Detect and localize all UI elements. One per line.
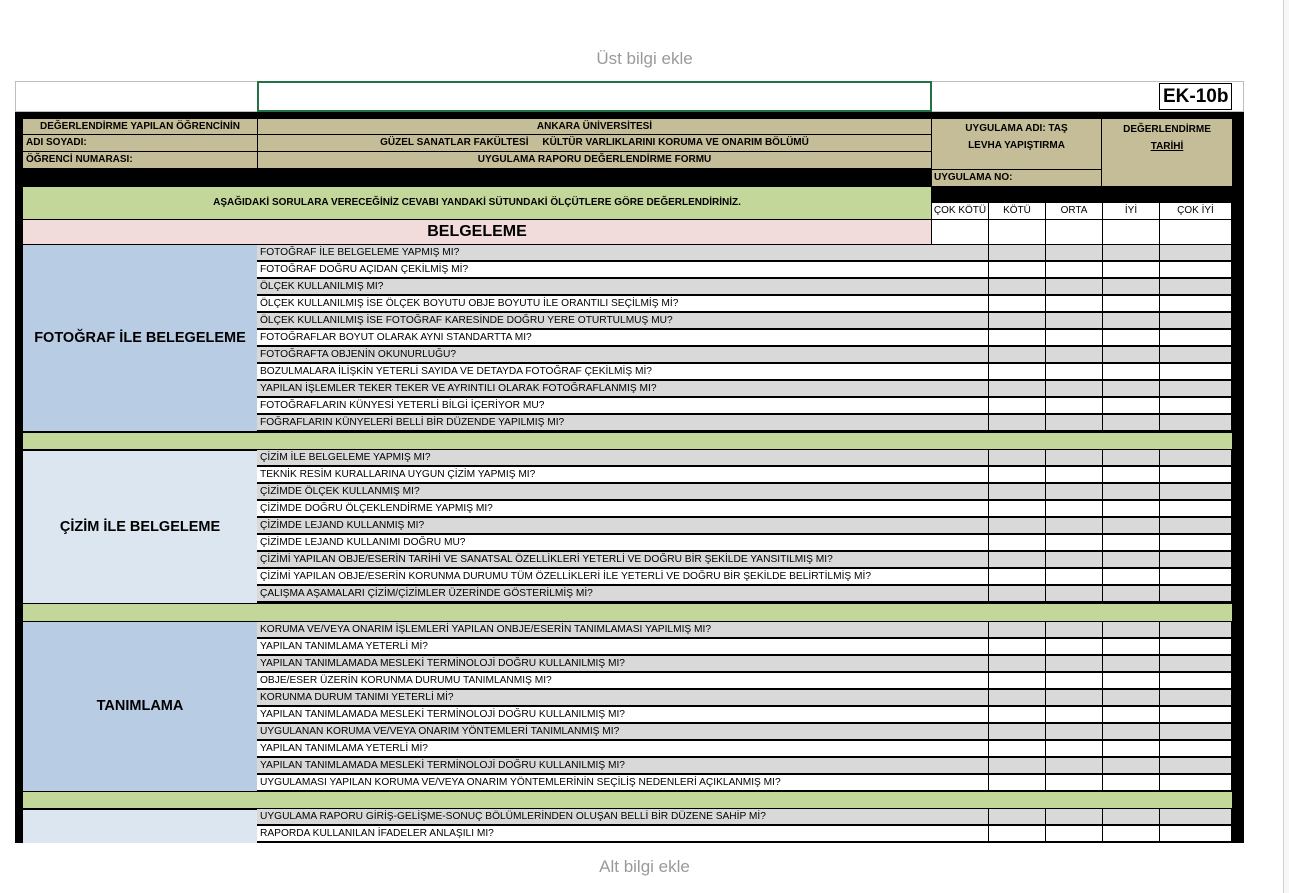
- rating-cell[interactable]: [1160, 809, 1232, 825]
- question-row: YAPILAN TANIMLAMA YETERLİ Mİ?: [257, 639, 932, 655]
- rating-cell[interactable]: [1103, 741, 1160, 757]
- rating-cell[interactable]: [932, 501, 989, 517]
- rating-cell[interactable]: [1160, 347, 1232, 363]
- rating-cell[interactable]: [932, 775, 989, 791]
- rating-cell[interactable]: [989, 741, 1046, 757]
- group-separator: [23, 604, 1232, 621]
- rating-cell[interactable]: [989, 415, 1046, 431]
- question-row: YAPILAN TANIMLAMADA MESLEKİ TERMİNOLOJİ DOĞRU KULLANILMIŞ MI?: [257, 758, 932, 774]
- rating-cell[interactable]: [989, 707, 1046, 723]
- rating-cell[interactable]: [989, 724, 1046, 740]
- rating-cell[interactable]: [989, 347, 1046, 363]
- rating-cell[interactable]: [989, 690, 1046, 706]
- rating-cell[interactable]: [989, 775, 1046, 791]
- question-row: ÖLÇEK KULLANILMIŞ MI?: [257, 279, 932, 295]
- rating-cell[interactable]: [1103, 656, 1160, 672]
- rating-cell[interactable]: [1160, 552, 1232, 568]
- rating-cell[interactable]: [1103, 262, 1160, 278]
- evaluation-form-sheet: [15, 81, 1244, 843]
- rating-cell[interactable]: [989, 484, 1046, 500]
- rating-cell[interactable]: [1160, 501, 1232, 517]
- rating-cell[interactable]: [932, 415, 989, 431]
- rating-header: İYİ: [1103, 203, 1160, 219]
- rating-cell[interactable]: [932, 809, 989, 825]
- rating-cell[interactable]: [1160, 245, 1232, 261]
- rating-header: KÖTÜ: [989, 203, 1046, 219]
- rating-cell[interactable]: [1103, 758, 1160, 774]
- question-row: ÇİZİMDE LEJAND KULLANMIŞ MI?: [257, 518, 932, 534]
- section-title: BELGELEME: [23, 220, 931, 244]
- rating-cell[interactable]: [1046, 707, 1103, 723]
- rating-cell[interactable]: [932, 450, 989, 466]
- form-title-label: UYGULAMA RAPORU DEĞERLENDİRME FORMU: [258, 152, 931, 168]
- rating-cell[interactable]: [989, 552, 1046, 568]
- rating-cell[interactable]: [1160, 690, 1232, 706]
- rating-cell[interactable]: [932, 364, 989, 380]
- rating-cell[interactable]: [1046, 535, 1103, 551]
- evaluated-student-label: DEĞERLENDİRME YAPILAN ÖĞRENCİNİN: [23, 119, 257, 134]
- rating-cell[interactable]: [989, 220, 1046, 244]
- rating-cell[interactable]: [932, 347, 989, 363]
- rating-cell[interactable]: [1046, 450, 1103, 466]
- rating-cell[interactable]: [1103, 450, 1160, 466]
- rating-cell[interactable]: [932, 690, 989, 706]
- question-row: TEKNİK RESİM KURALLARINA UYGUN ÇİZİM YAPMIŞ MI?: [257, 467, 932, 483]
- rating-cell[interactable]: [1160, 313, 1232, 329]
- question-row: YAPILAN İŞLEMLER TEKER TEKER VE AYRINTILI OLARAK FOTOĞRAFLANMIŞ MI?: [257, 381, 932, 397]
- rating-cell[interactable]: [932, 569, 989, 585]
- rating-cell[interactable]: [989, 381, 1046, 397]
- rating-cell[interactable]: [1103, 639, 1160, 655]
- name-surname-label: ADI SOYADI:: [23, 135, 257, 151]
- rating-cell[interactable]: [1046, 296, 1103, 312]
- rating-cell[interactable]: [1103, 484, 1160, 500]
- rating-cell[interactable]: [989, 296, 1046, 312]
- rating-cell[interactable]: [989, 758, 1046, 774]
- rating-cell[interactable]: [1103, 690, 1160, 706]
- rating-cell[interactable]: [932, 398, 989, 414]
- rating-cell[interactable]: [1103, 673, 1160, 689]
- rating-cell[interactable]: [1160, 262, 1232, 278]
- rating-cell[interactable]: [1046, 690, 1103, 706]
- rating-header: ÇOK KÖTÜ: [932, 203, 989, 219]
- question-row: UYGULAMASI YAPILAN KORUMA VE/VEYA ONARIM YÖNTEMLERİNİN SEÇİLİŞ NEDENLERİ AÇIKLANMIŞ MI?: [257, 775, 932, 791]
- rating-cell[interactable]: [1046, 347, 1103, 363]
- application-name-label: UYGULAMA ADI: TAŞ LEVHA YAPIŞTIRMA: [932, 119, 1101, 169]
- question-row: ÇİZİMDE DOĞRU ÖLÇEKLENDİRME YAPMIŞ MI?: [257, 501, 932, 517]
- question-row: FOTOĞRAFTA OBJENİN OKUNURLUĞU?: [257, 347, 932, 363]
- rating-cell[interactable]: [989, 467, 1046, 483]
- rating-cell[interactable]: [932, 535, 989, 551]
- question-row: ÇİZİMİ YAPILAN OBJE/ESERİN TARİHİ VE SANATSAL ÖZELLİKLERİ YETERLİ VE DOĞRU BİR ŞEKİLDE YANSITILMIŞ MI?: [257, 552, 932, 568]
- rating-cell[interactable]: [1160, 518, 1232, 534]
- rating-cell[interactable]: [1046, 415, 1103, 431]
- rating-cell[interactable]: [1103, 775, 1160, 791]
- rating-cell[interactable]: [1046, 639, 1103, 655]
- rating-cell[interactable]: [989, 639, 1046, 655]
- rating-cell[interactable]: [1103, 622, 1160, 638]
- rating-cell[interactable]: [1160, 398, 1232, 414]
- rating-cell[interactable]: [1103, 586, 1160, 602]
- rating-cell[interactable]: [1103, 707, 1160, 723]
- rating-cell[interactable]: [1160, 450, 1232, 466]
- rating-cell[interactable]: [932, 758, 989, 774]
- question-row: YAPILAN TANIMLAMA YETERLİ Mİ?: [257, 741, 932, 757]
- rating-cell[interactable]: [1160, 826, 1232, 842]
- question-row: OBJE/ESER ÜZERİN KORUNMA DURUMU TANIMLANMIŞ MI?: [257, 673, 932, 689]
- rating-cell[interactable]: [1160, 724, 1232, 740]
- rating-cell[interactable]: [1103, 467, 1160, 483]
- rating-cell[interactable]: [1103, 552, 1160, 568]
- rating-cell[interactable]: [1160, 220, 1232, 244]
- rating-cell[interactable]: [1046, 381, 1103, 397]
- rating-cell[interactable]: [989, 622, 1046, 638]
- question-row: BOZULMALARA İLİŞKİN YETERLİ SAYIDA VE DETAYDA FOTOĞRAF ÇEKİLMİŞ Mİ?: [257, 364, 932, 380]
- rating-cell[interactable]: [932, 262, 989, 278]
- rating-cell[interactable]: [1160, 415, 1232, 431]
- rating-cell[interactable]: [1160, 656, 1232, 672]
- rating-cell[interactable]: [1046, 552, 1103, 568]
- group-title-photo: FOTOĞRAF İLE BELEGELEME: [23, 245, 257, 431]
- question-row: YAPILAN TANIMLAMADA MESLEKİ TERMİNOLOJİ DOĞRU KULLANILMIŞ MI?: [257, 656, 932, 672]
- rating-cell[interactable]: [1160, 381, 1232, 397]
- instructions: AŞAĞIDAKİ SORULARA VERECEĞİNİZ CEVABI YANDAKİ SÜTUNDAKİ ÖLÇÜTLERE GÖRE DEĞERLENDİRİNİZ.: [23, 187, 931, 219]
- rating-cell[interactable]: [989, 501, 1046, 517]
- question-row: ÇİZİMDE ÖLÇEK KULLANMIŞ MI?: [257, 484, 932, 500]
- rating-cell[interactable]: [1103, 398, 1160, 414]
- rating-cell[interactable]: [932, 707, 989, 723]
- rating-cell[interactable]: [1103, 245, 1160, 261]
- question-row: ÇİZİMİ YAPILAN OBJE/ESERİN KORUNMA DURUMU TÜM ÖZELLİKLERİ İLE YETERLİ VE DOĞRU BİR ŞEKİLDE BELİRTİLMİŞ Mİ?: [257, 569, 932, 585]
- university-label: ANKARA ÜNİVERSİTESİ: [258, 119, 931, 134]
- question-row: FOTOĞRAFLAR BOYUT OLARAK AYNI STANDARTTA MI?: [257, 330, 932, 346]
- evaluation-label: DEĞERLENDİRME: [1123, 124, 1211, 135]
- rating-cell[interactable]: [1046, 245, 1103, 261]
- rating-cell[interactable]: [932, 296, 989, 312]
- rating-cell[interactable]: [1046, 809, 1103, 825]
- rating-cell[interactable]: [1103, 381, 1160, 397]
- question-row: ÖLÇEK KULLANILMIŞ İSE FOTOĞRAF KARESİNDE DOĞRU YERE OTURTULMUŞ MU?: [257, 313, 932, 329]
- rating-cell[interactable]: [932, 673, 989, 689]
- rating-cell[interactable]: [932, 724, 989, 740]
- rating-cell[interactable]: [989, 826, 1046, 842]
- group-title-report: [23, 810, 257, 843]
- rating-cell[interactable]: [1160, 535, 1232, 551]
- rating-cell[interactable]: [1046, 724, 1103, 740]
- rating-cell[interactable]: [1160, 586, 1232, 602]
- rating-cell[interactable]: [989, 673, 1046, 689]
- rating-cell[interactable]: [932, 639, 989, 655]
- rating-cell[interactable]: [989, 398, 1046, 414]
- rating-cell[interactable]: [1103, 809, 1160, 825]
- rating-cell[interactable]: [1160, 707, 1232, 723]
- rating-cell[interactable]: [1046, 484, 1103, 500]
- application-no-label: UYGULAMA NO:: [932, 170, 1101, 186]
- rating-cell[interactable]: [1160, 673, 1232, 689]
- rating-cell[interactable]: [1103, 313, 1160, 329]
- rating-cell[interactable]: [989, 535, 1046, 551]
- selected-cell[interactable]: [257, 81, 932, 112]
- rating-cell[interactable]: [989, 245, 1046, 261]
- rating-cell[interactable]: [932, 330, 989, 346]
- rating-cell[interactable]: [1046, 758, 1103, 774]
- question-row: ÖLÇEK KULLANILMIŞ İSE ÖLÇEK BOYUTU OBJE BOYUTU İLE ORANTILI SEÇİLMİŞ Mİ?: [257, 296, 932, 312]
- question-row: ÇİZİM İLE BELGELEME YAPMIŞ MI?: [257, 450, 932, 466]
- rating-cell[interactable]: [1160, 467, 1232, 483]
- rating-cell[interactable]: [1103, 518, 1160, 534]
- rating-cell[interactable]: [932, 622, 989, 638]
- rating-cell[interactable]: [1160, 622, 1232, 638]
- rating-cell[interactable]: [1160, 279, 1232, 295]
- rating-cell[interactable]: [1046, 518, 1103, 534]
- rating-cell[interactable]: [989, 330, 1046, 346]
- rating-cell[interactable]: [1046, 501, 1103, 517]
- question-row: YAPILAN TANIMLAMADA MESLEKİ TERMİNOLOJİ DOĞRU KULLANILMIŞ MI?: [257, 707, 932, 723]
- rating-cell[interactable]: [1046, 220, 1103, 244]
- rating-cell[interactable]: [1160, 569, 1232, 585]
- rating-cell[interactable]: [1103, 347, 1160, 363]
- rating-cell[interactable]: [932, 484, 989, 500]
- rating-cell[interactable]: [1046, 775, 1103, 791]
- rating-cell[interactable]: [1160, 364, 1232, 380]
- rating-cell[interactable]: [1103, 415, 1160, 431]
- rating-cell[interactable]: [932, 656, 989, 672]
- question-row: UYGULANAN KORUMA VE/VEYA ONARIM YÖNTEMLERİ TANIMLANMIŞ MI?: [257, 724, 932, 740]
- group-separator: [23, 792, 1232, 808]
- rating-cell[interactable]: [932, 313, 989, 329]
- rating-cell[interactable]: [1160, 484, 1232, 500]
- rating-cell[interactable]: [1046, 313, 1103, 329]
- rating-cell[interactable]: [1103, 569, 1160, 585]
- group-title-drawing: ÇİZİM İLE BELGELEME: [23, 451, 257, 603]
- rating-cell[interactable]: [1103, 724, 1160, 740]
- rating-cell[interactable]: [932, 741, 989, 757]
- rating-cell[interactable]: [1046, 622, 1103, 638]
- rating-cell[interactable]: [1103, 330, 1160, 346]
- rating-cell[interactable]: [989, 279, 1046, 295]
- group-title-description: TANIMLAMA: [23, 622, 257, 791]
- rating-cell[interactable]: [989, 569, 1046, 585]
- form-code: EK-10b: [1159, 83, 1232, 110]
- rating-cell[interactable]: [1046, 826, 1103, 842]
- rating-cell[interactable]: [1046, 569, 1103, 585]
- rating-cell[interactable]: [1046, 673, 1103, 689]
- rating-cell[interactable]: [1046, 586, 1103, 602]
- rating-cell[interactable]: [1046, 656, 1103, 672]
- rating-cell[interactable]: [1103, 296, 1160, 312]
- rating-cell[interactable]: [1046, 262, 1103, 278]
- date-label: TARİHİ: [1150, 141, 1184, 152]
- rating-cell[interactable]: [932, 826, 989, 842]
- vertical-scrollbar[interactable]: [1283, 0, 1289, 893]
- question-row: ÇİZİMDE LEJAND KULLANIMI DOĞRU MU?: [257, 535, 932, 551]
- rating-cell[interactable]: [932, 552, 989, 568]
- question-row: UYGULAMA RAPORU GİRİŞ-GELİŞME-SONUÇ BÖLÜMLERİNDEN OLUŞAN BELLİ BİR DÜZENE SAHİP Mİ?: [257, 809, 932, 825]
- rating-cell[interactable]: [989, 809, 1046, 825]
- rating-cell[interactable]: [1046, 741, 1103, 757]
- rating-cell[interactable]: [1160, 741, 1232, 757]
- student-number-label: ÖĞRENCİ NUMARASI:: [23, 152, 257, 168]
- rating-cell[interactable]: [932, 518, 989, 534]
- rating-cell[interactable]: [1103, 220, 1160, 244]
- question-row: FOTOĞRAFLARIN KÜNYESİ YETERLİ BİLGİ İÇERİYOR MU?: [257, 398, 932, 414]
- rating-cell[interactable]: [1046, 279, 1103, 295]
- rating-header: ÇOK İYİ: [1160, 203, 1232, 219]
- rating-cell[interactable]: [1046, 330, 1103, 346]
- rating-cell[interactable]: [1103, 279, 1160, 295]
- rating-cell[interactable]: [932, 381, 989, 397]
- question-row: FOTOĞRAF İLE BELGELEME YAPMIŞ MI?: [257, 245, 932, 261]
- footer-placeholder[interactable]: Alt bilgi ekle: [599, 857, 690, 876]
- rating-header: ORTA: [1046, 203, 1103, 219]
- rating-cell[interactable]: [989, 656, 1046, 672]
- rating-cell[interactable]: [932, 279, 989, 295]
- rating-cell[interactable]: [989, 262, 1046, 278]
- rating-cell[interactable]: [989, 364, 1046, 380]
- question-row: KORUNMA DURUM TANIMI YETERLİ Mİ?: [257, 690, 932, 706]
- rating-cell[interactable]: [1160, 775, 1232, 791]
- rating-cell[interactable]: [989, 313, 1046, 329]
- rating-cell[interactable]: [1103, 826, 1160, 842]
- group-separator: [23, 433, 1232, 449]
- rating-cell[interactable]: [1046, 398, 1103, 414]
- question-row: ÇALIŞMA AŞAMALARI ÇİZİM/ÇİZİMLER ÜZERİNDE GÖSTERİLMİŞ Mİ?: [257, 586, 932, 602]
- rating-cell[interactable]: [1046, 467, 1103, 483]
- question-row: FOTOĞRAF DOĞRU AÇIDAN ÇEKİLMİŞ Mİ?: [257, 262, 932, 278]
- rating-cell[interactable]: [1046, 364, 1103, 380]
- question-row: KORUMA VE/VEYA ONARIM İŞLEMLERİ YAPILAN ONBJE/ESERİN TANIMLAMASI YAPILMIŞ MI?: [257, 622, 932, 638]
- rating-cell[interactable]: [1160, 758, 1232, 774]
- evaluation-date-box: [1102, 119, 1232, 186]
- rating-cell[interactable]: [1160, 330, 1232, 346]
- rating-cell[interactable]: [1103, 501, 1160, 517]
- rating-cell[interactable]: [1103, 535, 1160, 551]
- question-row: FOĞRAFLARIN KÜNYELERİ BELLİ BİR DÜZENDE YAPILMIŞ MI?: [257, 415, 932, 431]
- rating-cell[interactable]: [932, 245, 989, 261]
- rating-cell[interactable]: [989, 518, 1046, 534]
- question-row: RAPORDA KULLANILAN İFADELER ANLAŞILI MI?: [257, 826, 932, 842]
- rating-cell[interactable]: [932, 220, 989, 244]
- rating-cell[interactable]: [989, 450, 1046, 466]
- rating-cell[interactable]: [1160, 639, 1232, 655]
- header-placeholder[interactable]: Üst bilgi ekle: [596, 49, 693, 68]
- faculty-label: GÜZEL SANATLAR FAKÜLTESİ KÜLTÜR VARLIKLARINI KORUMA VE ONARIM BÖLÜMÜ: [258, 135, 931, 151]
- rating-cell[interactable]: [1160, 296, 1232, 312]
- rating-cell[interactable]: [932, 586, 989, 602]
- rating-cell[interactable]: [1103, 364, 1160, 380]
- rating-cell[interactable]: [932, 467, 989, 483]
- rating-cell[interactable]: [989, 586, 1046, 602]
